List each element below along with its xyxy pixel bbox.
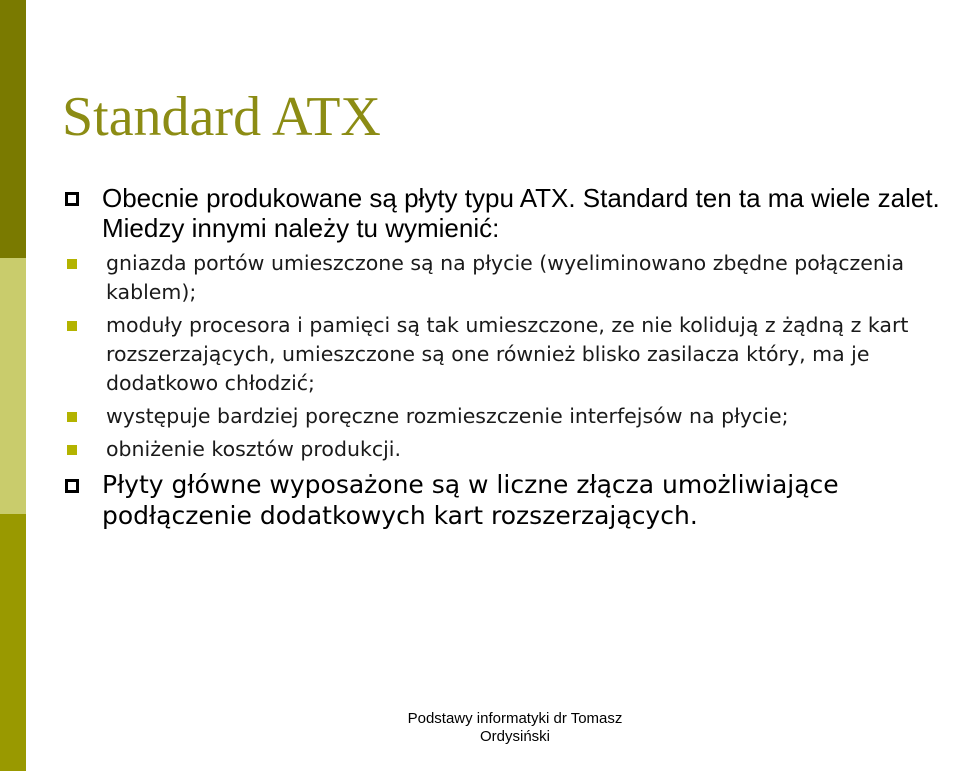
side-bar-light-segment	[0, 258, 26, 514]
hollow-square-bullet-icon	[65, 479, 79, 493]
bullet-text: Płyty główne wyposażone są w liczne złącza umożliwiające podłączenie dodatkowych kart rozszerzających.	[102, 470, 839, 530]
filled-square-bullet-icon	[67, 445, 77, 455]
sub-bullet-list	[62, 249, 942, 464]
sub-bullet-ports	[62, 249, 942, 307]
side-bar-dark-segment	[0, 0, 26, 258]
bullet-text: Obecnie produkowane są płyty typu ATX. Standard ten ta ma wiele zalet. Miedzy innymi należy tu wymienić:	[102, 183, 940, 243]
side-accent-bar	[0, 0, 26, 771]
filled-square-bullet-icon	[67, 412, 77, 422]
bullet-level1-connectors	[62, 469, 942, 531]
sub-bullet-text: moduły procesora i pamięci są tak umieszczone, ze nie kolidują z żądną z kart rozszerzających, umieszczone są one również blisko zasilacza który, ma je dodatkowo chłodzić;	[106, 313, 909, 395]
slide-content	[62, 183, 942, 531]
sub-bullet-costs	[62, 435, 942, 464]
sub-bullet-text: występuje bardziej poręczne rozmieszczenie interfejsów na płycie;	[106, 404, 789, 428]
bullet-level1-atx-boards	[62, 183, 942, 243]
sub-bullet-cpu-memory	[62, 311, 942, 398]
sub-bullet-text: obniżenie kosztów produkcji.	[106, 437, 402, 461]
hollow-square-bullet-icon	[65, 192, 79, 206]
filled-square-bullet-icon	[67, 321, 77, 331]
sub-bullet-interfaces	[62, 402, 942, 431]
sub-bullet-text: gniazda portów umieszczone są na płycie (wyeliminowano zbędne połączenia kablem);	[106, 251, 905, 304]
footer-line-2: Ordysiński	[479, 728, 550, 745]
footer-line-1: Podstawy informatyki dr Tomasz	[407, 710, 623, 727]
filled-square-bullet-icon	[67, 259, 77, 269]
slide-footer	[360, 710, 670, 746]
slide-title: Standard ATX	[62, 86, 381, 148]
side-bar-mid-segment	[0, 514, 26, 771]
